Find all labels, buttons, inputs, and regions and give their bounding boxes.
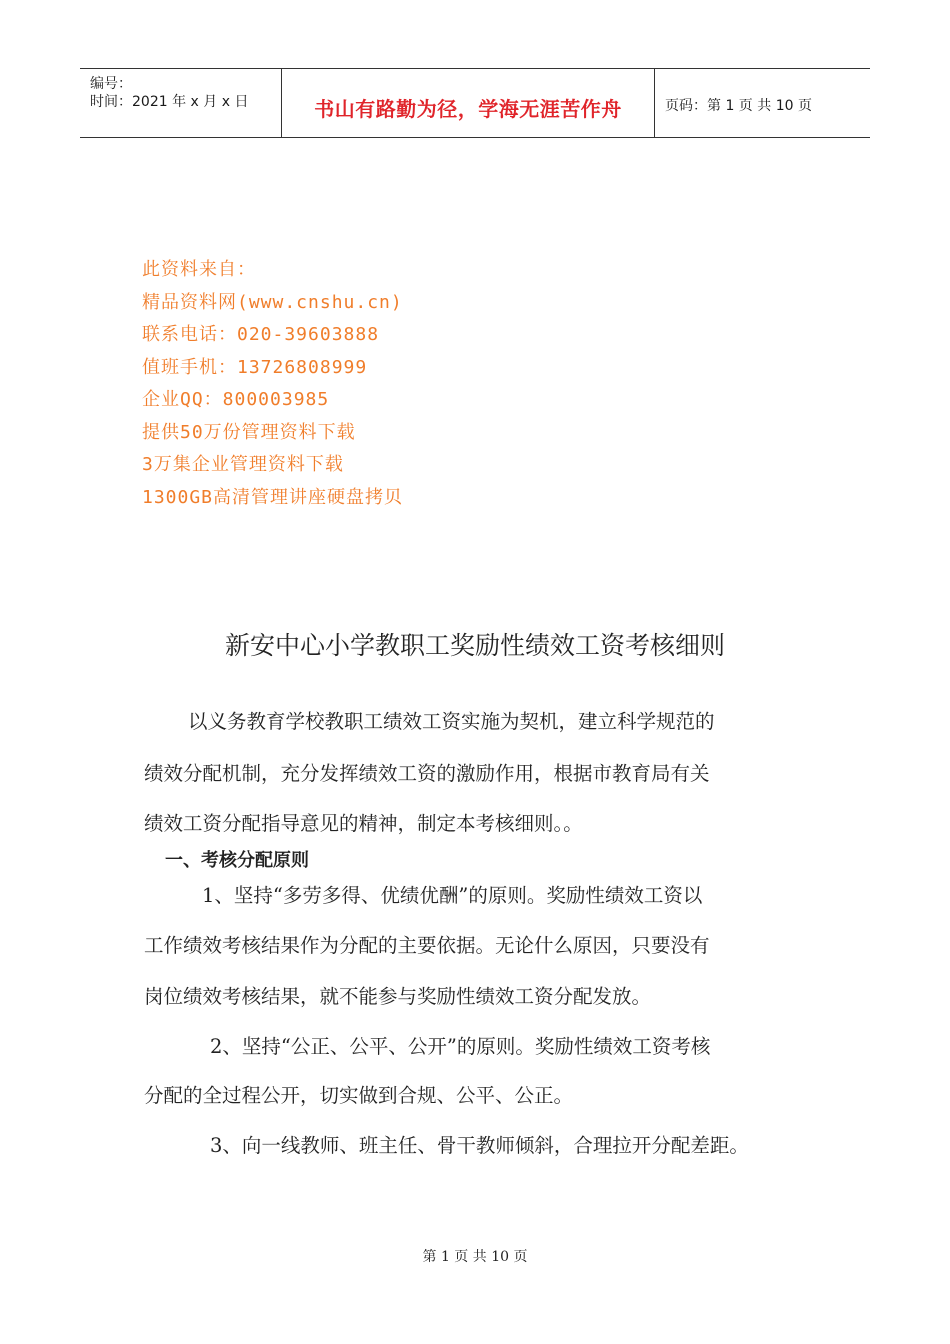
source-line: 精品资料网(www.cnshu.cn) bbox=[142, 291, 403, 313]
header-motto-cell bbox=[282, 69, 655, 137]
section-heading: 一、考核分配原则 bbox=[165, 850, 309, 871]
source-line: 提供50万份管理资料下载 bbox=[142, 421, 356, 443]
source-line: 3万集企业管理资料下载 bbox=[142, 454, 344, 475]
number-label: 编号： bbox=[90, 76, 132, 92]
page-footer: 第 1 页 共 10 页 bbox=[422, 1249, 528, 1265]
text-line: 分配的全过程公开，切实做到合规、公平、公正。 bbox=[144, 1084, 574, 1107]
text-line: 以义务教育学校教职工绩效工资实施为契机，建立科学规范的 bbox=[188, 710, 715, 733]
text-line: 绩效分配机制，充分发挥绩效工资的激励作用，根据市教育局有关 bbox=[144, 762, 710, 785]
source-line: 1300GB高清管理讲座硬盘拷贝 bbox=[142, 486, 404, 508]
source-line: 企业QQ：800003985 bbox=[142, 389, 330, 410]
document-title: 新安中心小学教职工奖励性绩效工资考核细则 bbox=[224, 631, 725, 660]
time-label: 时间：2021 年 x 月 x 日 bbox=[90, 94, 249, 110]
header-info-cell bbox=[80, 69, 282, 137]
header-page-cell bbox=[655, 69, 870, 137]
source-info-block bbox=[142, 254, 403, 514]
page-header bbox=[80, 68, 870, 138]
text-line: 岗位绩效考核结果，就不能参与奖励性绩效工资分配发放。 bbox=[144, 985, 652, 1008]
page-number-label: 页码：第 1 页 共 10 页 bbox=[665, 98, 812, 114]
text-line: 3、向一线教师、班主任、骨干教师倾斜，合理拉开分配差距。 bbox=[210, 1134, 749, 1157]
text-line: 工作绩效考核结果作为分配的主要依据。无论什么原因，只要没有 bbox=[144, 934, 710, 957]
text-line: 2、坚持“公正、公平、公开”的原则。奖励性绩效工资考核 bbox=[210, 1035, 711, 1058]
text-line: 绩效工资分配指导意见的精神，制定本考核细则。。 bbox=[144, 812, 583, 835]
source-line: 联系电话：020-39603888 bbox=[142, 324, 380, 345]
motto-text: 书山有路勤为径，学海无涯苦作舟 bbox=[314, 97, 622, 121]
text-line: 1、坚持“多劳多得、优绩优酬”的原则。奖励性绩效工资以 bbox=[202, 884, 703, 907]
source-line: 此资料来自： bbox=[142, 259, 256, 280]
source-line: 值班手机：13726808999 bbox=[142, 356, 368, 378]
